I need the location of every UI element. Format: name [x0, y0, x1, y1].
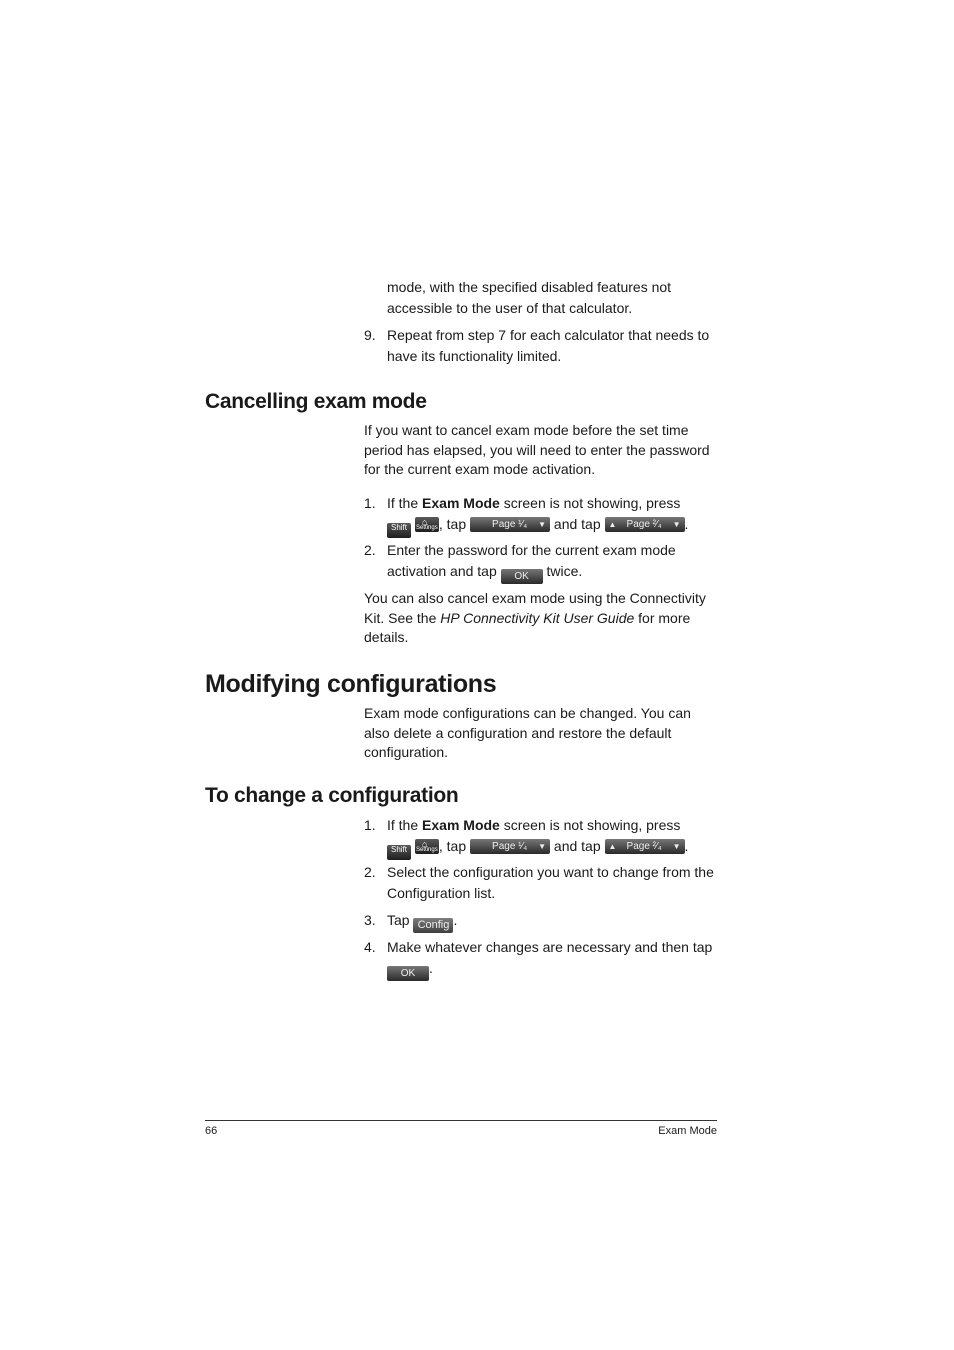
screen-name: Exam Mode — [422, 817, 500, 833]
down-arrow-icon: ▼ — [672, 842, 681, 851]
punctuation: . — [453, 912, 458, 928]
down-arrow-icon: ▼ — [672, 520, 681, 529]
cancel-step-2 — [387, 540, 717, 584]
up-arrow-icon: ▲ — [608, 842, 617, 851]
step-text: Tap — [387, 912, 410, 928]
page-number: 66 — [205, 1125, 218, 1137]
paragraph-text: for more details. — [364, 609, 691, 645]
step-text: and tap — [553, 516, 601, 532]
step-number: 4. — [364, 939, 376, 955]
step-text: If the — [387, 817, 419, 833]
continued-step-text: mode, with the specified disabled features not accessible to the user of that calculator. — [387, 279, 672, 316]
screen-name: Exam Mode — [422, 495, 500, 511]
step-text: If the — [387, 495, 419, 511]
step-number: 2. — [364, 864, 376, 880]
punctuation: . — [684, 516, 689, 532]
page-2-softkey — [605, 517, 685, 532]
change-step-1 — [387, 815, 717, 860]
ok-softkey: OK — [501, 569, 543, 584]
step-text: and tap — [553, 838, 601, 854]
step-number: 1. — [364, 817, 376, 833]
home-icon: ⌂ — [421, 839, 428, 849]
shift-key: Shift — [387, 523, 411, 538]
down-arrow-icon: ▼ — [538, 520, 547, 529]
step-number: 1. — [364, 495, 376, 511]
step-number: 9. — [364, 327, 376, 343]
settings-label: Settings — [416, 525, 438, 531]
step-text: twice. — [546, 563, 583, 579]
down-arrow-icon: ▼ — [538, 842, 547, 851]
shift-key: Shift — [387, 845, 411, 860]
softkey-label: Page ²⁄₄ — [626, 841, 662, 852]
step-text: screen is not showing, press — [503, 495, 681, 511]
punctuation: . — [429, 960, 433, 976]
step-text: Enter the password for the current exam mode activation and tap — [387, 542, 676, 579]
cancel-step-1 — [387, 493, 717, 538]
step-text: , tap — [438, 838, 467, 854]
punctuation: . — [684, 838, 689, 854]
step-number: 2. — [364, 542, 376, 558]
step-text: Make whatever changes are necessary and then tap — [387, 939, 713, 955]
connectivity-paragraph — [364, 589, 718, 648]
paragraph-text: You can also cancel exam mode using the Connectivity Kit. See the — [364, 590, 706, 626]
step-text: screen is not showing, press — [503, 817, 681, 833]
settings-label: Settings — [416, 847, 438, 853]
section-heading-change: To change a configuration — [205, 784, 459, 807]
softkey-label: Page ¹⁄₄ — [492, 841, 528, 852]
page-1-softkey — [470, 517, 550, 532]
guide-title: HP Connectivity Kit User Guide — [440, 609, 635, 626]
config-softkey: Config — [413, 918, 453, 933]
page-2-softkey — [605, 839, 685, 854]
section-heading-cancelling: Cancelling exam mode — [205, 390, 427, 413]
up-arrow-icon: ▲ — [608, 520, 617, 529]
cancelling-paragraph: If you want to cancel exam mode before the set time period has elapsed, you will need to enter the password for the current exam mode activation. — [364, 422, 710, 477]
modifying-paragraph: Exam mode configurations can be changed. You can also delete a configuration and restore the default configuration. — [364, 705, 691, 760]
change-step-4 — [387, 937, 717, 981]
step-text: , tap — [438, 516, 467, 532]
step-number: 3. — [364, 912, 376, 928]
footer-divider — [205, 1120, 717, 1121]
softkey-label: Page ²⁄₄ — [626, 519, 662, 530]
home-icon: ⌂ — [421, 517, 428, 527]
home-settings-key — [415, 839, 439, 854]
footer-section-title: Exam Mode — [658, 1125, 717, 1137]
page-1-softkey — [470, 839, 550, 854]
step-text: Repeat from step 7 for each calculator that needs to have its functionality limited. — [387, 327, 710, 364]
home-settings-key — [415, 517, 439, 532]
chapter-heading-modifying: Modifying configurations — [205, 670, 497, 698]
change-step-2: Select the configuration you want to change from the Configuration list. — [387, 864, 714, 901]
softkey-label: Page ¹⁄₄ — [492, 519, 528, 530]
ok-softkey: OK — [387, 966, 429, 981]
change-step-3 — [387, 910, 717, 933]
